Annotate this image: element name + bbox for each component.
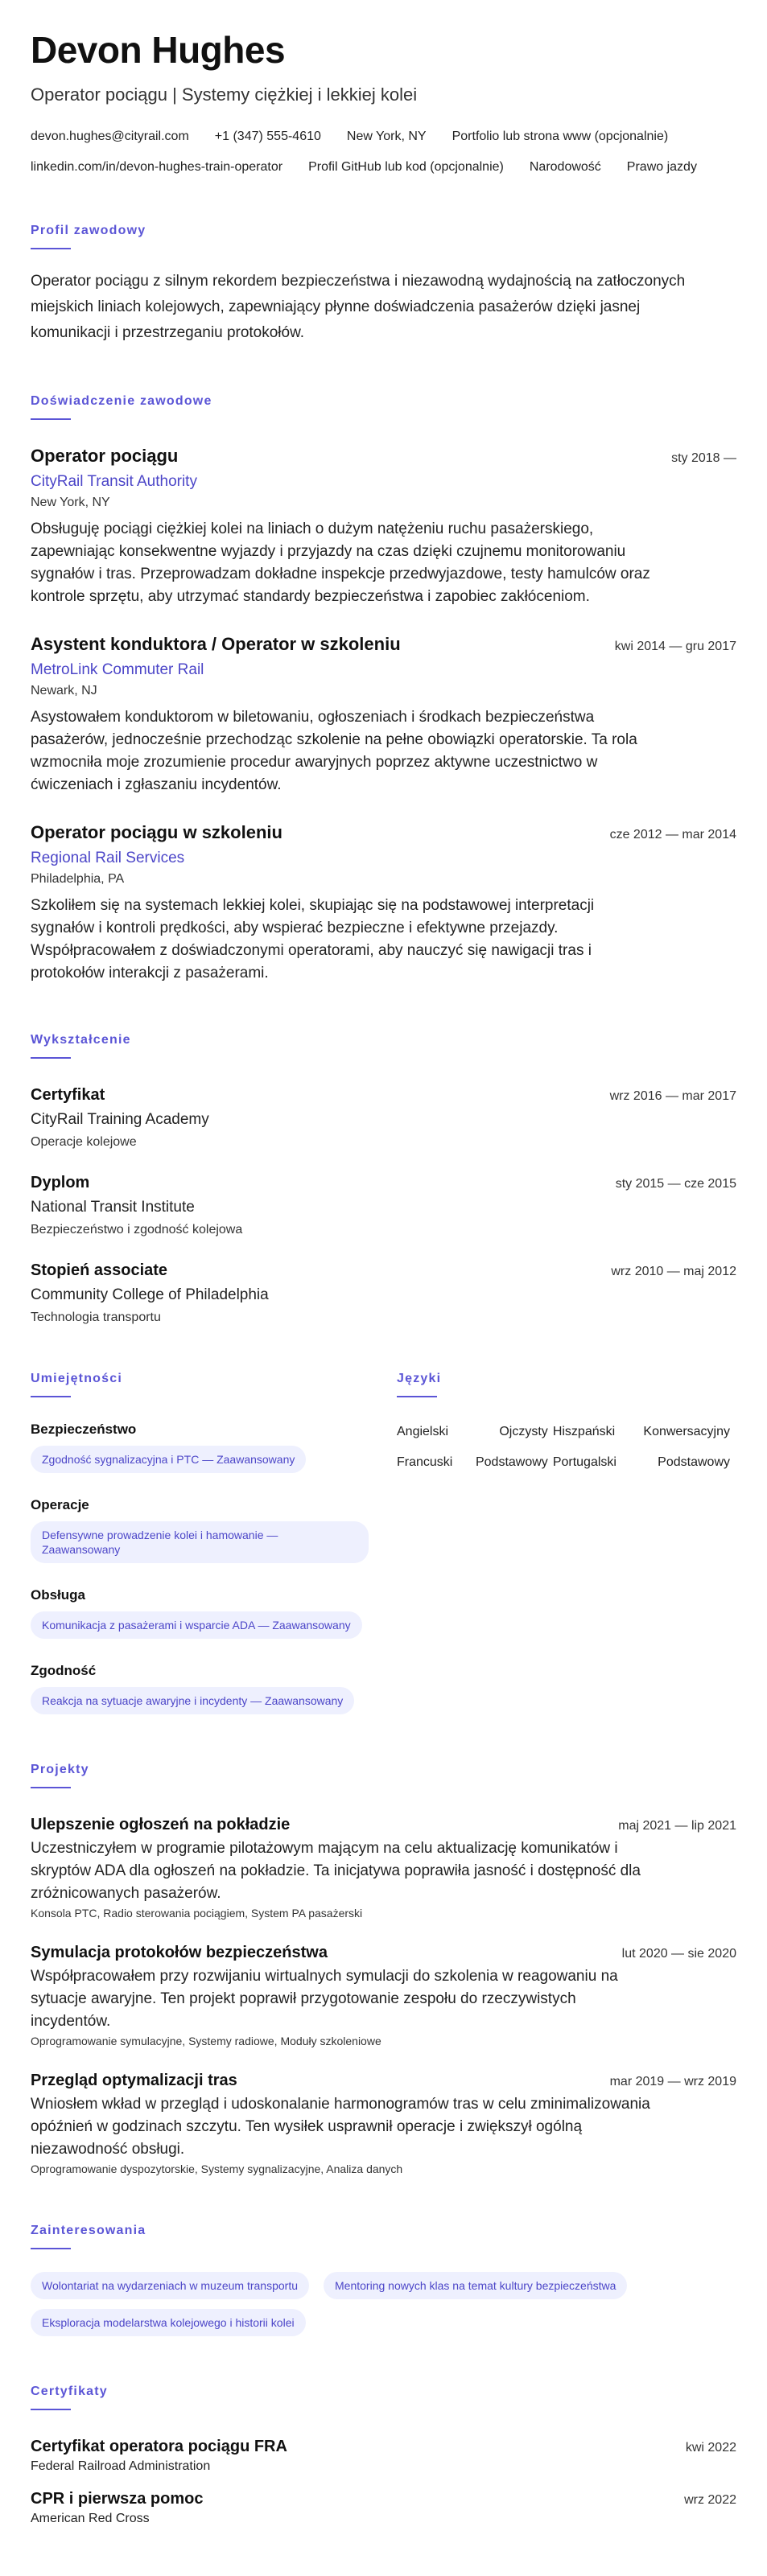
interest-tag: Wolontariat na wydarzeniach w muzeum transportu — [31, 2272, 309, 2299]
skill-tag: Komunikacja z pasażerami i wsparcie ADA — Zaawansowany — [31, 1611, 362, 1639]
job-date: kwi 2014 — gru 2017 — [614, 640, 736, 653]
education-field: Operacje kolejowe — [31, 1135, 137, 1149]
skills-languages-row — [31, 1372, 736, 1714]
certificate-name: Certyfikat operatora pociągu FRA — [31, 2438, 287, 2455]
contact-email[interactable]: devon.hughes@cityrail.com — [31, 130, 189, 143]
contact-driving-license: Prawo jazdy — [626, 160, 697, 174]
language-name: Hiszpański — [552, 1425, 616, 1438]
project-date: lut 2020 — sie 2020 — [621, 1947, 736, 1961]
language-name: Angielski — [397, 1425, 449, 1438]
skill-group — [31, 1663, 397, 1714]
skill-group — [31, 1587, 397, 1639]
project-description: Uczestniczyłem w programie pilotażowym mającym na celu aktualizację komunikatów i skryptów ADA dla ogłoszeń na pokładzie. Ta inicjatywa poprawiła jasność i dostępność dla zróżnicowanych pasażerów. — [31, 1840, 641, 1902]
job-location: Newark, NJ — [31, 684, 97, 697]
job-location: Philadelphia, PA — [31, 872, 125, 886]
interest-list — [31, 2272, 739, 2336]
job-date: sty 2018 — — [671, 451, 736, 465]
contact-location: New York, NY — [346, 130, 427, 143]
candidate-headline: Operator pociągu | Systemy ciężkiej i lekkiej kolei — [31, 84, 418, 105]
section-divider — [31, 2409, 71, 2410]
projects-section — [31, 1763, 736, 2175]
skill-group — [31, 1497, 397, 1563]
certificate-issuer: Federal Railroad Administration — [31, 2459, 211, 2473]
project-title: Symulacja protokołów bezpieczeństwa — [31, 1944, 328, 1961]
education-entry — [31, 1261, 736, 1325]
project-title: Ulepszenie ogłoszeń na pokładzie — [31, 1816, 291, 1833]
education-date: sty 2015 — cze 2015 — [615, 1177, 736, 1191]
section-title: Projekty — [31, 1763, 89, 1776]
education-school: Community College of Philadelphia — [31, 1286, 269, 1303]
education-field: Technologia transportu — [31, 1311, 161, 1324]
section-title: Zainteresowania — [31, 2224, 146, 2237]
project-date: maj 2021 — lip 2021 — [618, 1819, 736, 1833]
section-divider — [31, 2248, 71, 2249]
job-date: cze 2012 — mar 2014 — [609, 828, 736, 842]
language-level: Ojczysty — [499, 1425, 548, 1438]
section-title: Wykształcenie — [31, 1033, 131, 1047]
education-section — [31, 1033, 736, 1325]
interest-tag: Eksploracja modelarstwa kolejowego i historii kolei — [31, 2309, 306, 2336]
section-title: Doświadczenie zawodowe — [31, 394, 212, 408]
interests-section — [31, 2224, 736, 2336]
job-location: New York, NY — [31, 496, 110, 509]
education-date: wrz 2010 — maj 2012 — [611, 1265, 736, 1278]
education-field: Bezpieczeństwo i zgodność kolejowa — [31, 1223, 243, 1237]
section-title: Certyfikaty — [31, 2385, 108, 2398]
language-level: Podstawowy — [658, 1455, 730, 1469]
project-title: Przegląd optymalizacji tras — [31, 2072, 237, 2089]
skill-group-name: Bezpieczeństwo — [31, 1422, 137, 1437]
education-date: wrz 2016 — mar 2017 — [609, 1089, 736, 1103]
project-tech: Konsola PTC, Radio sterowania pociągiem, System PA pasażerski — [31, 1907, 363, 1920]
job-company: CityRail Transit Authority — [31, 473, 197, 490]
language-level: Konwersacyjny — [643, 1425, 730, 1438]
skill-group-name: Operacje — [31, 1497, 89, 1512]
project-tech: Oprogramowanie symulacyjne, Systemy radiowe, Moduły szkoleniowe — [31, 2035, 381, 2047]
job-description: Asystowałem konduktorom w biletowaniu, ogłoszeniach i środkach bezpieczeństwa pasażerów, jednocześnie przechodząc szkolenie na pełne obowiązki operatorskie. Ta rola wzmocniła moje zrozumienie procedur awaryjnych poprzez aktywne uczestnictwo w ćwiczeniach i zgłaszaniu incydentów. — [31, 709, 637, 793]
certificates-section — [31, 2385, 736, 2526]
section-divider — [31, 1787, 71, 1788]
education-school: National Transit Institute — [31, 1199, 195, 1216]
project-entry — [31, 1944, 736, 2047]
job-title: Operator pociągu — [31, 446, 179, 466]
skill-tag: Reakcja na sytuacje awaryjne i incydenty — Zaawansowany — [31, 1687, 354, 1714]
job-entry — [31, 446, 736, 608]
contact-nationality: Narodowość — [529, 160, 601, 174]
section-title: Języki — [397, 1372, 442, 1385]
contact-list — [31, 129, 739, 175]
project-tech: Oprogramowanie dyspozytorskie, Systemy sygnalizacyjne, Analiza danych — [31, 2162, 403, 2175]
contact-phone[interactable]: +1 (347) 555-4610 — [214, 130, 321, 143]
section-divider — [31, 418, 71, 420]
certificate-name: CPR i pierwsza pomoc — [31, 2490, 204, 2508]
job-company: MetroLink Commuter Rail — [31, 661, 204, 678]
job-description: Obsługuję pociągi ciężkiej kolei na liniach o dużym natężeniu ruchu pasażerskiego, zapewniając konsekwentne wyjazdy i przyjazdy na czas dzięki czujnemu monitorowaniu sygnałów i tras. Przeprowadzam dokładne inspekcje przedwyjazdowe, testy hamulców oraz kontrole sprzętu, aby utrzymać standardy bezpieczeństwa i zapobiec zakłóceniom. — [31, 521, 650, 605]
contact-linkedin[interactable]: linkedin.com/in/devon-hughes-train-operator — [31, 160, 283, 174]
languages-table — [397, 1425, 735, 1486]
education-degree: Dyplom — [31, 1174, 90, 1191]
section-divider — [397, 1396, 437, 1397]
profile-summary: Operator pociągu z silnym rekordem bezpieczeństwa i niezawodną wydajnością na zatłoczonych miejskich liniach kolejowych, zapewniający płynne doświadczenia pasażerów dzięki jasnej komunikacji i przestrzeganiu protokołów. — [31, 273, 686, 341]
certificate-date: kwi 2022 — [685, 2441, 736, 2455]
job-description: Szkoliłem się na systemach lekkiej kolei, skupiając się na podstawowej interpretacji sygnałów i kontroli prędkości, aby wspierać bezpieczne i efektywne przejazdy. Współpracowałem z doświadczonymi operatorami, aby nauczyć się nawigacji tras i protokołów interakcji z pasażerami. — [31, 897, 595, 981]
languages-section — [397, 1372, 735, 1714]
contact-github[interactable]: Profil GitHub lub kod (opcjonalnie) — [308, 160, 504, 174]
experience-section — [31, 394, 736, 985]
skill-group-name: Obsługa — [31, 1587, 86, 1603]
certificate-entry — [31, 2438, 736, 2474]
certificate-date: wrz 2022 — [684, 2493, 736, 2507]
skill-tag: Zgodność sygnalizacyjna i PTC — Zaawansowany — [31, 1446, 306, 1473]
section-divider — [31, 1396, 71, 1397]
job-entry — [31, 634, 736, 796]
education-degree: Stopień associate — [31, 1261, 168, 1279]
candidate-name: Devon Hughes — [31, 29, 286, 71]
skill-group-name: Zgodność — [31, 1663, 97, 1678]
section-divider — [31, 1057, 71, 1059]
education-entry — [31, 1086, 736, 1150]
contact-portfolio[interactable]: Portfolio lub strona www (opcjonalnie) — [452, 130, 669, 143]
skill-group — [31, 1422, 397, 1473]
profile-section — [31, 224, 736, 346]
certificate-entry — [31, 2490, 736, 2526]
language-level: Podstawowy — [475, 1455, 548, 1469]
job-entry — [31, 822, 736, 985]
project-description: Współpracowałem przy rozwijaniu wirtualnych symulacji do szkolenia w reagowaniu na sytuacje awaryjne. Ten projekt poprawił przygotowanie zespołu do rzeczywistych incydentów. — [31, 1968, 618, 2030]
education-entry — [31, 1174, 736, 1237]
skill-tag: Defensywne prowadzenie kolei i hamowanie — Zaawansowany — [31, 1521, 369, 1563]
language-name: Francuski — [397, 1455, 453, 1469]
section-divider — [31, 248, 71, 249]
interest-tag: Mentoring nowych klas na temat kultury bezpieczeństwa — [324, 2272, 627, 2299]
section-title: Umiejętności — [31, 1372, 122, 1385]
job-title: Operator pociągu w szkoleniu — [31, 822, 282, 842]
language-row — [397, 1455, 735, 1486]
project-entry — [31, 1816, 736, 1920]
language-row — [397, 1425, 735, 1455]
language-name: Portugalski — [552, 1455, 616, 1469]
section-title: Profil zawodowy — [31, 224, 146, 237]
education-school: CityRail Training Academy — [31, 1111, 209, 1128]
education-degree: Certyfikat — [31, 1086, 105, 1104]
project-entry — [31, 2072, 736, 2175]
project-description: Wniosłem wkład w przegląd i udoskonalanie harmonogramów tras w celu zminimalizowania opóźnień w godzinach szczytu. Ten wysiłek usprawnił operacje i zwiększył ogólną niezawodność obsługi. — [31, 2096, 650, 2158]
skills-section — [31, 1372, 397, 1714]
project-date: mar 2019 — wrz 2019 — [609, 2075, 736, 2088]
certificate-issuer: American Red Cross — [31, 2512, 150, 2525]
job-company: Regional Rail Services — [31, 850, 185, 866]
job-title: Asystent konduktora / Operator w szkoleniu — [31, 634, 401, 654]
